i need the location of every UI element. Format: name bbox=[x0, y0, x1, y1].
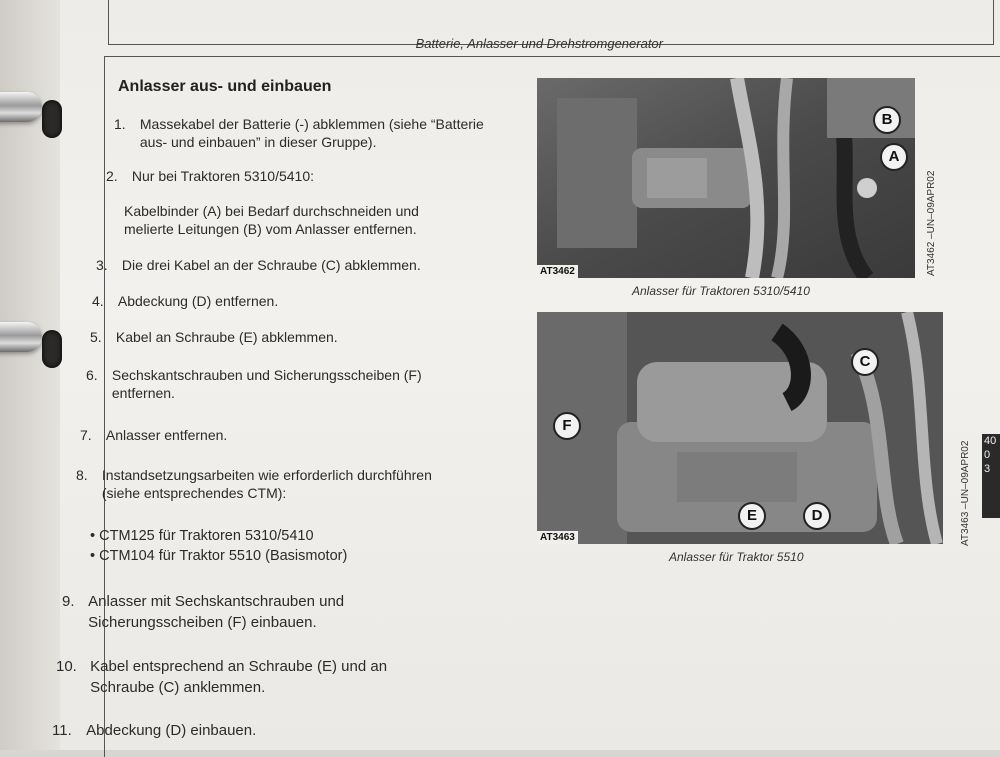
section-title: Anlasser aus- und einbauen bbox=[118, 78, 332, 95]
step-1: 1. Massekabel der Batterie (-) abklemmen (siehe “Batterie aus- und einbauen” in dieser Gruppe). bbox=[114, 116, 484, 150]
step-11: 11. Abdeckung (D) einbauen. bbox=[52, 722, 257, 739]
step-4: 4. Abdeckung (D) entfernen. bbox=[92, 293, 279, 309]
figure-code-1: AT3462 –UN–09APR02 bbox=[926, 170, 937, 276]
step-8: 8. Instandsetzungsarbeiten wie erforderlich durchführen (siehe entsprechendes CTM): bbox=[76, 467, 432, 501]
step-2: 2. Nur bei Traktoren 5310/5410: bbox=[106, 168, 315, 184]
callout-f: F bbox=[553, 412, 581, 440]
figure-label-1: AT3462 bbox=[537, 265, 578, 278]
punch-hole bbox=[42, 100, 62, 138]
callout-c: C bbox=[851, 348, 879, 376]
bullet-ctm125: • CTM125 für Traktoren 5310/5410 bbox=[90, 528, 314, 544]
section-edge-tab: 40 0 3 bbox=[982, 434, 1000, 518]
binder-ring bbox=[0, 322, 42, 352]
page-header bbox=[108, 36, 933, 57]
step-5: 5. Kabel an Schraube (E) abklemmen. bbox=[90, 329, 338, 345]
figure-label-2: AT3463 bbox=[537, 531, 578, 544]
step-10: 10. Kabel entsprechend an Schraube (E) und an Schraube (C) anklemmen. bbox=[56, 658, 388, 696]
callout-b: B bbox=[873, 106, 901, 134]
step-2-detail: Kabelbinder (A) bei Bedarf durchschneiden und melierte Leitungen (B) vom Anlasser entfernen. bbox=[124, 203, 419, 237]
binder-ring bbox=[0, 92, 42, 122]
callout-d: D bbox=[803, 502, 831, 530]
starter-photo-2 bbox=[537, 312, 943, 544]
bullet-ctm104: • CTM104 für Traktor 5510 (Basismotor) bbox=[90, 548, 348, 564]
step-6: 6. Sechskantschrauben und Sicherungsscheiben (F) entfernen. bbox=[86, 367, 422, 401]
figure-code-2: AT3463 –UN–09APR02 bbox=[960, 440, 971, 546]
punch-hole bbox=[42, 330, 62, 368]
step-3: 3. Die drei Kabel an der Schraube (C) abklemmen. bbox=[96, 257, 421, 273]
callout-e: E bbox=[738, 502, 766, 530]
figure-caption-1: Anlasser für Traktoren 5310/5410 bbox=[632, 284, 810, 298]
header-title: Batterie, Anlasser und Drehstromgenerator bbox=[415, 36, 663, 51]
callout-a: A bbox=[880, 143, 908, 171]
starter-photo-1 bbox=[537, 78, 915, 278]
step-7: 7. Anlasser entfernen. bbox=[80, 427, 228, 443]
engine-photo-illustration bbox=[537, 78, 915, 278]
step-9: 9. Anlasser mit Sechskantschrauben und Sicherungsscheiben (F) einbauen. bbox=[62, 593, 345, 631]
figure-caption-2: Anlasser für Traktor 5510 bbox=[669, 550, 804, 564]
